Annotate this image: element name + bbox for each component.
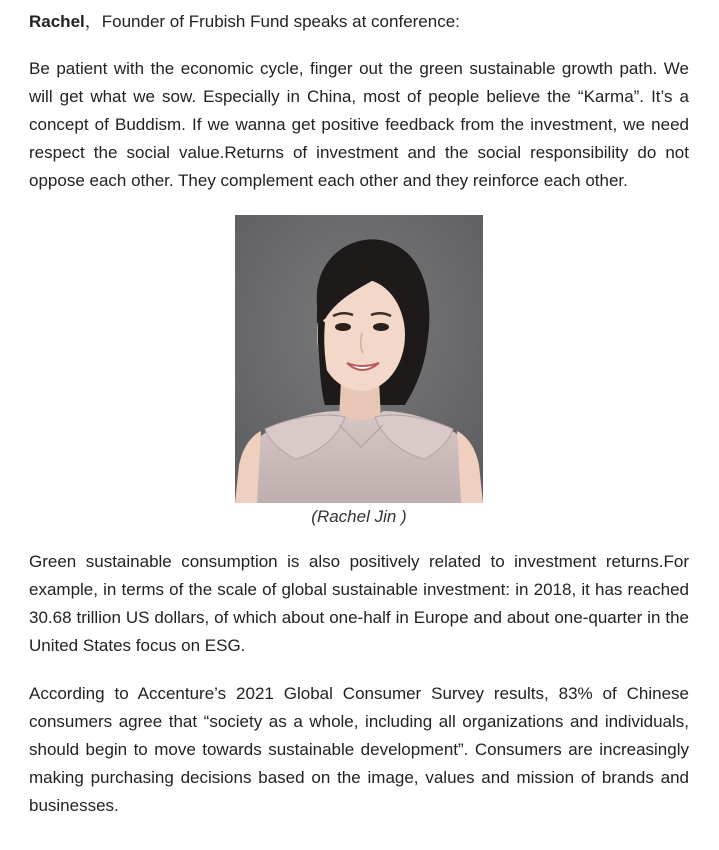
speaker-title: Founder of Frubish Fund speaks at conference: [101, 12, 460, 31]
investment-paragraph: Green sustainable consumption is also positively related to investment returns.For example, in terms of the scale of global sustainable investment: in 2018, it has reached 30.68 trillion US dollars, of which about one-half in Europe and about one-quarter in the United States focus on ESG. [29, 552, 689, 655]
portrait-photo [235, 215, 483, 503]
speaker-intro [29, 8, 689, 36]
speaker-name: Rachel [29, 12, 85, 31]
portrait-caption: (Rachel Jin ) [311, 507, 407, 526]
article [29, 8, 689, 820]
survey-paragraph: According to Accenture’s 2021 Global Consumer Survey results, 83% of Chinese consumers agree that “society as a whole, including all organizations and individuals, should begin to move towards sustainable development”. Consumers are increasingly making purchasing decisions based on the image, values and mission of brands and businesses. [29, 684, 689, 815]
quote-paragraph: Be patient with the economic cycle, finger out the green sustainable growth path. We will get what we sow. Especially in China, most of people believe the “Karma”. It’s a concept of Buddism. If we wanna get positive feedback from the investment, we need respect the social value.Returns of investment and the social responsibility do not oppose each other. They complement each other and they reinforce each other. [29, 59, 689, 190]
portrait-figure [29, 215, 689, 530]
name-separator: ， [84, 12, 102, 31]
